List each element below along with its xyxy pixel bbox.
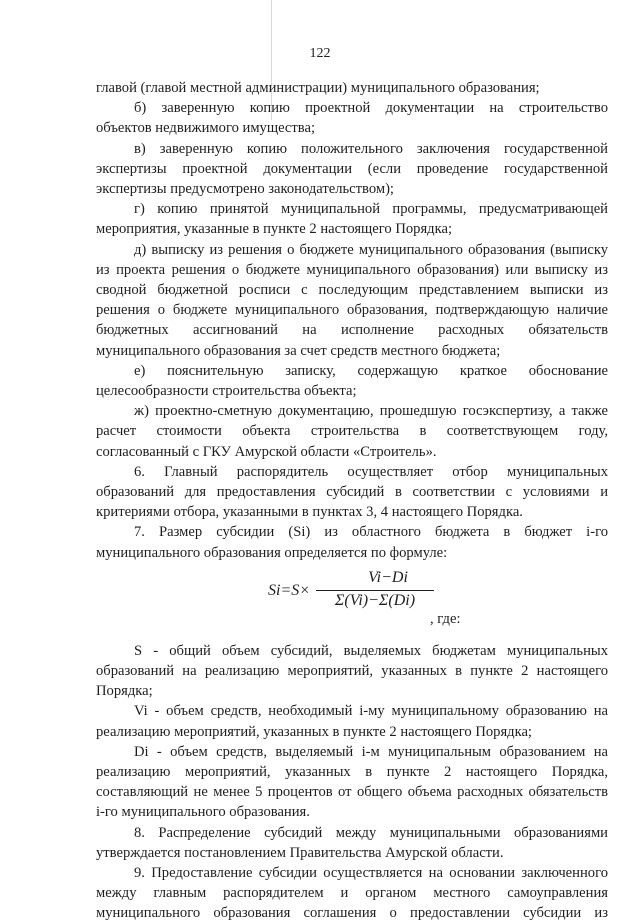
page-number: 122 [309,46,331,61]
text-line: 7. Размер субсидии (Si) из областного бюджета в бюджет i-го [134,524,608,541]
text-line: образований для предоставления субсидий в соответствии с условиями и [96,484,608,500]
text-line: Порядка; [96,683,153,700]
text-line: согласованный с ГКУ Амурской области «Строитель». [96,443,437,460]
text-line: реализацию мероприятий, указанных в пункте 2 настоящего Порядка, [96,764,608,780]
text-line: i-го муниципального образования. [96,804,310,821]
text-line: муниципального образования определяется по формуле: [96,544,448,561]
text-line: сводной бюджетной росписи с последующим представлением выписки из [96,282,608,298]
text-line: ж) проектно-сметную документацию, прошедшую госэкспертизу, а также [134,403,608,420]
text-line: Vi - объем средств, необходимый i-му муниципальному образованию на [134,703,608,720]
text-line: 9. Предоставление субсидии осуществляется на основании заключенного [134,865,608,881]
formula-numerator: Vi−Di [368,568,408,586]
text-line: составляющий не менее 5 процентов от общего объема расходных обязательств [96,784,608,801]
formula-denominator: Σ(Vi)−Σ(Di) [334,591,416,609]
fraction-bar [316,590,434,591]
formula-lhs: Si=S× [268,581,311,599]
text-line: муниципального образования соглашения о предоставлении субсидии из [96,905,608,921]
text-line: между главным распорядителем и органом местного самоуправления [96,885,608,902]
text-line: г) копию принятой муниципальной программы, предусматривающей [134,201,608,218]
text-line: б) заверенную копию проектной документации на строительство [134,100,608,117]
text-line: из проекта решения о бюджете муниципального образования) или выписку из [96,261,608,278]
text-line: реализацию мероприятий, указанных в пункте 2 настоящего Порядка; [96,723,532,740]
text-line: в) заверенную копию положительного заключения государственной [134,140,608,157]
text-line: е) пояснительную записку, содержащую краткое обоснование [134,362,608,379]
text-line: критериями отбора, указанными в пунктах 3, 4 настоящего Порядка. [96,504,523,521]
text-line: расчет стоимости объекта строительства в соответствующем году, [96,423,608,440]
text-line: S - общий объем субсидий, выделяемых бюджетам муниципальных [134,642,608,659]
text-line: образований на реализацию мероприятий, указанных в пункте 2 настоящего [96,663,608,679]
text-line: 8. Распределение субсидий между муниципальными образованиями [134,824,608,841]
text-line: экспертизы предусмотрено законодательством); [96,181,394,197]
text-line: целесообразности строительства объекта; [96,383,357,399]
text-line: 6. Главный распорядитель осуществляет отбор муниципальных [134,463,608,480]
text-line: утверждается постановлением Правительства Амурской области. [96,844,504,861]
text-line: экспертизы проектной документации (если проведение государственной [96,160,608,177]
text-line: бюджетных ассигнований на исполнение расходных обязательств [96,322,608,339]
text-line: Di - объем средств, выделяемый i-м муниципальным образованием на [134,743,608,760]
text-line: главой (главой местной администрации) муниципального образования; [96,80,540,96]
text-line: решения о бюджете муниципального образования, подтверждающую наличие [96,302,608,319]
text-line: мероприятия, указанные в пункте 2 настоящего Порядка; [96,221,453,238]
formula-where: , где: [430,610,461,627]
text-line: объектов недвижимого имущества; [96,120,316,137]
text-line: д) выписку из решения о бюджете муниципального образования (выписку [134,241,608,258]
text-line: муниципального образования за счет средств местного бюджета; [96,342,501,359]
